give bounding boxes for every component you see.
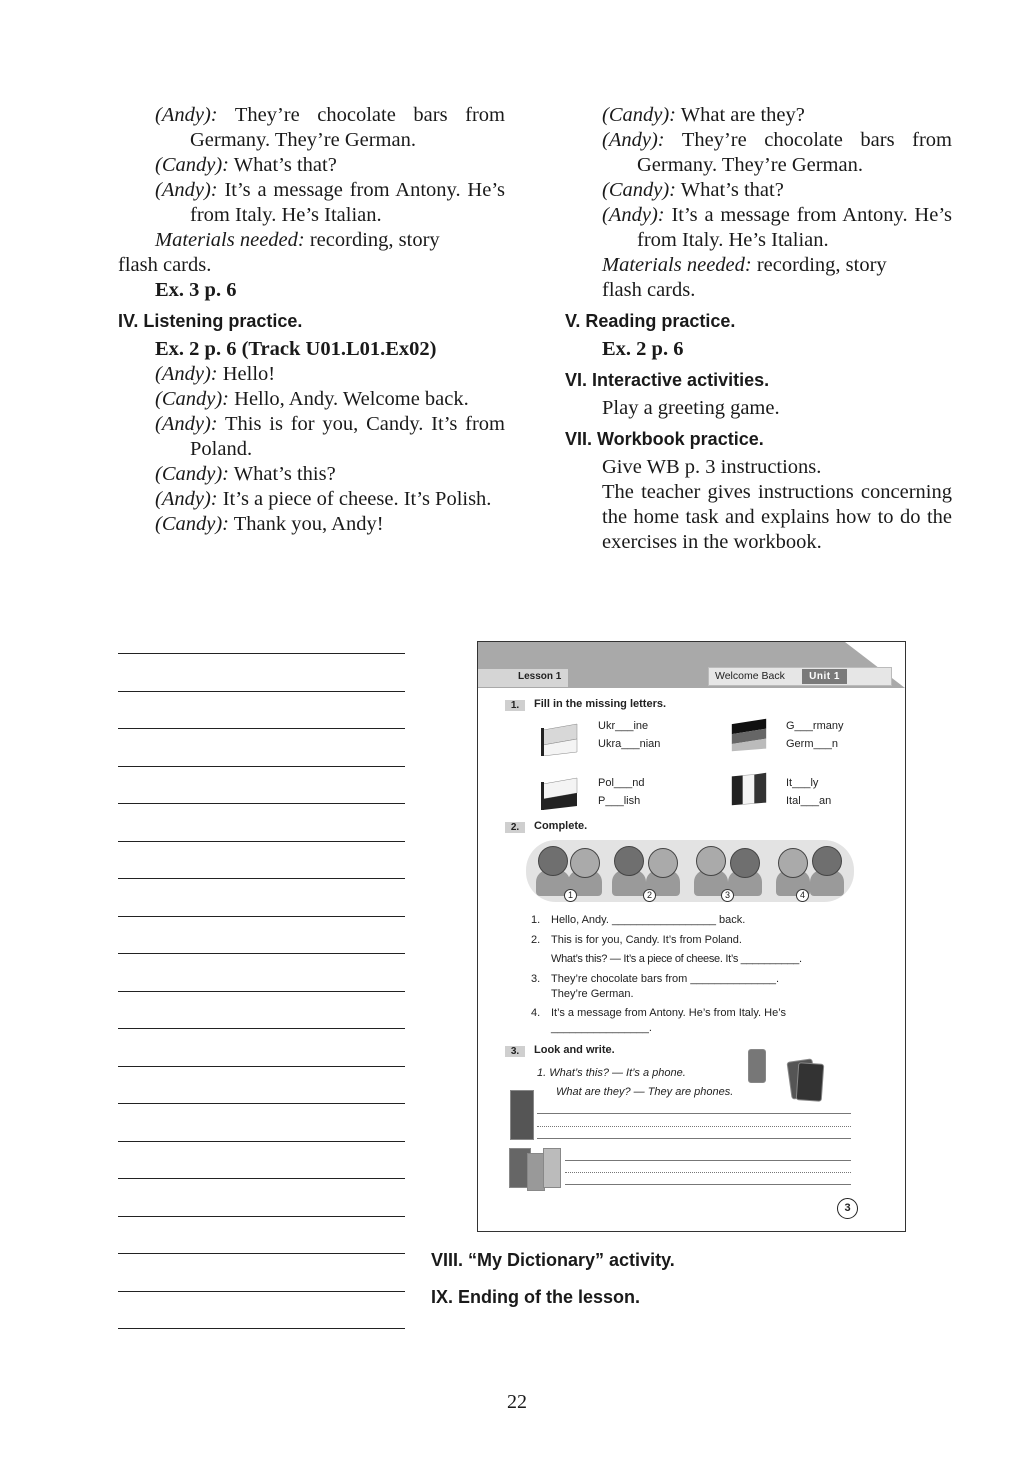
word-polish: P___lish bbox=[598, 795, 641, 807]
word-italy: It___ly bbox=[786, 777, 819, 789]
dialogue-line: (Andy): Hello! bbox=[155, 363, 276, 385]
workbook-page bbox=[477, 641, 906, 1232]
write-line bbox=[537, 1138, 851, 1139]
write-line bbox=[565, 1172, 851, 1173]
note-line bbox=[118, 1104, 405, 1142]
child-head bbox=[778, 848, 808, 878]
left-column bbox=[118, 103, 505, 537]
dialogue-line: (Andy): They’re chocolate bars from Germany. They’re German. bbox=[602, 129, 952, 176]
materials-continued: flash cards. bbox=[602, 279, 696, 301]
dialogue-line: (Candy): What are they? bbox=[602, 104, 805, 126]
materials-needed: Materials needed: recording, story bbox=[155, 229, 440, 251]
exercise-title: Look and write. bbox=[534, 1044, 615, 1056]
note-line bbox=[118, 1179, 405, 1217]
exercise-number: 1. bbox=[505, 700, 525, 711]
note-line bbox=[118, 842, 405, 880]
dialogue-line: (Candy): What’s this? bbox=[155, 463, 336, 485]
note-line bbox=[118, 917, 405, 955]
child-head bbox=[812, 846, 842, 876]
example-line: What are they? — They are phones. bbox=[556, 1086, 734, 1098]
note-line bbox=[118, 1142, 405, 1180]
note-line bbox=[118, 692, 405, 730]
dialogue-line: (Candy): Thank you, Andy! bbox=[155, 513, 384, 535]
chocolate-bar-icon bbox=[543, 1148, 561, 1188]
dialogue-line: (Candy): Hello, Andy. Welcome back. bbox=[155, 388, 469, 410]
materials-continued: flash cards. bbox=[118, 254, 212, 276]
phone-icon bbox=[796, 1062, 825, 1102]
item-number: 3. bbox=[531, 973, 541, 985]
exercise-number: 2. bbox=[505, 822, 525, 833]
note-line bbox=[118, 1292, 405, 1330]
item-number: 1. bbox=[531, 914, 541, 926]
poland-flag-icon bbox=[541, 776, 579, 810]
activity-text: Play a greeting game. bbox=[602, 397, 780, 419]
picture-number: 1 bbox=[564, 889, 577, 902]
note-line bbox=[118, 992, 405, 1030]
word-poland: Pol___nd bbox=[598, 777, 645, 789]
complete-item: Hello, Andy. _________________ back. bbox=[551, 914, 746, 926]
complete-item: This is for you, Candy. It’s from Poland. bbox=[551, 934, 742, 946]
word-italian: Ital___an bbox=[786, 795, 832, 807]
dialogue-line: (Andy): It’s a message from Antony. He’s from Italy. He’s Italian. bbox=[155, 179, 505, 226]
dialogue-line: (Andy): It’s a message from Antony. He’s from Italy. He’s Italian. bbox=[602, 204, 952, 251]
section-heading: V. Reading practice. bbox=[565, 311, 736, 331]
complete-item: ________________. bbox=[551, 1022, 652, 1034]
ukraine-flag-icon bbox=[541, 722, 579, 756]
write-line bbox=[537, 1126, 851, 1127]
child-head bbox=[696, 846, 726, 876]
section-heading: IV. Listening practice. bbox=[118, 311, 303, 331]
materials-needed: Materials needed: recording, story bbox=[602, 254, 887, 276]
complete-item: What’s this? — It’s a piece of cheese. It’s __________. bbox=[551, 953, 802, 965]
write-line bbox=[565, 1184, 851, 1185]
dialogue-line: (Candy): What’s that? bbox=[602, 179, 784, 201]
word-german: Germ___n bbox=[786, 738, 838, 750]
section-heading: IX. Ending of the lesson. bbox=[431, 1287, 641, 1307]
chocolate-bar-icon bbox=[510, 1090, 534, 1140]
unit-title: Welcome Back bbox=[715, 670, 785, 682]
section-heading: VI. Interactive activities. bbox=[565, 370, 770, 390]
track-ref: Ex. 2 p. 6 (Track U01.L01.Ex02) bbox=[155, 338, 437, 360]
example-line: 1. What’s this? — It’s a phone. bbox=[537, 1067, 686, 1079]
note-line bbox=[118, 879, 405, 917]
phone-icon bbox=[748, 1049, 766, 1083]
page-number: 22 bbox=[507, 1391, 527, 1413]
exercise-ref: Ex. 3 p. 6 bbox=[155, 279, 237, 301]
section-heading: VII. Workbook practice. bbox=[565, 429, 764, 449]
exercise-title: Complete. bbox=[534, 820, 588, 832]
item-number: 2. bbox=[531, 934, 541, 946]
activity-text: Give WB p. 3 instructions. bbox=[602, 456, 822, 478]
children-illustration bbox=[526, 840, 854, 902]
dialogue-line: (Candy): What’s that? bbox=[155, 154, 337, 176]
note-line bbox=[118, 1067, 405, 1105]
exercise-ref: Ex. 2 p. 6 bbox=[602, 338, 684, 360]
germany-flag-icon bbox=[730, 718, 768, 752]
italy-flag-icon bbox=[730, 772, 768, 806]
picture-number: 3 bbox=[721, 889, 734, 902]
exercise-number: 3. bbox=[505, 1046, 525, 1057]
note-line bbox=[118, 1029, 405, 1067]
child-head bbox=[648, 848, 678, 878]
note-lines bbox=[118, 653, 405, 1329]
dialogue-line: (Andy): It’s a piece of cheese. It’s Polish. bbox=[155, 488, 492, 510]
write-line bbox=[565, 1160, 851, 1161]
child-head bbox=[538, 846, 568, 876]
picture-number: 2 bbox=[643, 889, 656, 902]
note-line bbox=[118, 654, 405, 692]
write-line bbox=[537, 1113, 851, 1114]
dialogue-line: (Andy): They’re chocolate bars from Germany. They’re German. bbox=[155, 104, 505, 151]
note-line bbox=[118, 954, 405, 992]
unit-badge: Unit 1 bbox=[802, 669, 847, 684]
section-heading: VIII. “My Dictionary” activity. bbox=[431, 1250, 675, 1270]
child-head bbox=[614, 846, 644, 876]
exercise-title: Fill in the missing letters. bbox=[534, 698, 667, 710]
child-head bbox=[570, 848, 600, 878]
note-line bbox=[118, 804, 405, 842]
note-line bbox=[118, 729, 405, 767]
complete-item: They’re chocolate bars from ______________. bbox=[551, 973, 780, 985]
dialogue-line: (Andy): This is for you, Candy. It’s from Poland. bbox=[155, 413, 505, 460]
note-line bbox=[118, 767, 405, 805]
right-column bbox=[565, 103, 952, 555]
word-germany: G___rmany bbox=[786, 720, 844, 732]
word-ukraine: Ukr___ine bbox=[598, 720, 649, 732]
workbook-page-number: 3 bbox=[837, 1198, 858, 1219]
word-ukrainian: Ukra___nian bbox=[598, 738, 661, 750]
child-head bbox=[730, 848, 760, 878]
item-number: 4. bbox=[531, 1007, 541, 1019]
picture-number: 4 bbox=[796, 889, 809, 902]
note-line bbox=[118, 1254, 405, 1292]
complete-item: They’re German. bbox=[551, 988, 634, 1000]
note-line bbox=[118, 1217, 405, 1255]
teacher-note: The teacher gives instructions concerning the home task and explains how to do the exercises in the workbook. bbox=[602, 481, 952, 553]
lesson-label: Lesson 1 bbox=[518, 671, 562, 682]
complete-item: It’s a message from Antony. He’s from Italy. He’s bbox=[551, 1007, 786, 1019]
